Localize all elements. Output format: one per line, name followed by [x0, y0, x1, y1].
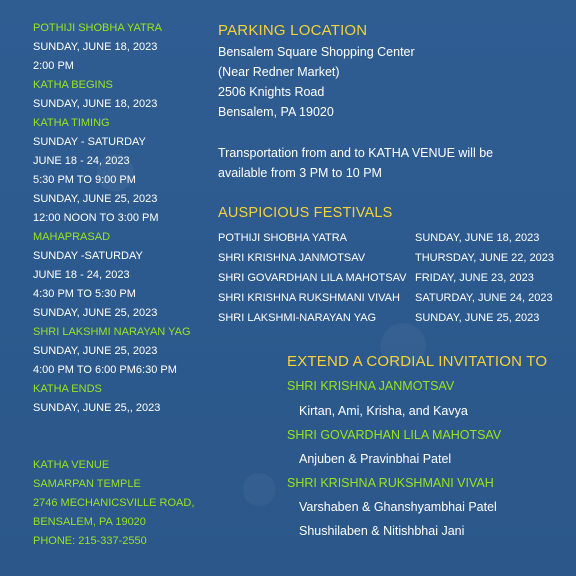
- parking-line-2: (Near Redner Market): [218, 65, 340, 79]
- yag-date: SUNDAY, JUNE 25, 2023: [33, 345, 158, 357]
- katha-begins-title: KATHA BEGINS: [33, 79, 113, 91]
- festival-date: SUNDAY, JUNE 18, 2023: [415, 232, 540, 244]
- yag-time: 4:00 PM TO 6:00 PM6:30 PM: [33, 364, 177, 376]
- katha-ends-title: KATHA ENDS: [33, 383, 102, 395]
- festival-name: SHRI KRISHNA RUKSHMANI VIVAH: [218, 292, 400, 304]
- mahaprasad-time: 4:30 PM TO 5:30 PM: [33, 288, 136, 300]
- govardhan-title: SHRI GOVARDHAN LILA MAHOTSAV: [287, 428, 502, 442]
- festival-name: SHRI GOVARDHAN LILA MAHOTSAV: [218, 272, 407, 284]
- janmotsav-names: Kirtan, Ami, Krisha, and Kavya: [299, 404, 468, 418]
- venue-phone: PHONE: 215-337-2550: [33, 535, 147, 547]
- mahaprasad-sunday: SUNDAY, JUNE 25, 2023: [33, 307, 158, 319]
- parking-line-1: Bensalem Square Shopping Center: [218, 45, 415, 59]
- katha-begins-date: SUNDAY, JUNE 18, 2023: [33, 98, 158, 110]
- vivah-title: SHRI KRISHNA RUKSHMANI VIVAH: [287, 476, 494, 490]
- yag-title: SHRI LAKSHMI NARAYAN YAG: [33, 326, 191, 338]
- festivals-title: AUSPICIOUS FESTIVALS: [218, 205, 393, 221]
- venue-street: 2746 MECHANICSVILLE ROAD,: [33, 497, 195, 509]
- transport-line-1: Transportation from and to KATHA VENUE will be: [218, 146, 494, 160]
- mahaprasad-dates: JUNE 18 - 24, 2023: [33, 269, 130, 281]
- pothiji-time: 2:00 PM: [33, 60, 74, 72]
- katha-ends-date: SUNDAY, JUNE 25,, 2023: [33, 402, 161, 414]
- festival-name: SHRI KRISHNA JANMOTSAV: [218, 252, 366, 264]
- vivah-names-2: Shushilaben & Nitishbhai Jani: [299, 524, 465, 538]
- parking-title: PARKING LOCATION: [218, 22, 368, 39]
- katha-timing-title: KATHA TIMING: [33, 117, 110, 129]
- festival-date: SUNDAY, JUNE 25, 2023: [415, 312, 540, 324]
- transport-line-2: available from 3 PM to 10 PM: [218, 166, 382, 180]
- mahaprasad-days: SUNDAY -SATURDAY: [33, 250, 143, 262]
- katha-sunday-time: 12:00 NOON TO 3:00 PM: [33, 212, 159, 224]
- vivah-names-1: Varshaben & Ghanshyambhai Patel: [299, 500, 497, 514]
- festival-name: POTHIJI SHOBHA YATRA: [218, 232, 347, 244]
- katha-timing-dates: JUNE 18 - 24, 2023: [33, 155, 130, 167]
- mahaprasad-title: MAHAPRASAD: [33, 231, 111, 243]
- venue-city: BENSALEM, PA 19020: [33, 516, 146, 528]
- govardhan-names: Anjuben & Pravinbhai Patel: [299, 452, 452, 466]
- festival-name: SHRI LAKSHMI-NARAYAN YAG: [218, 312, 377, 324]
- festival-date: FRIDAY, JUNE 23, 2023: [415, 272, 534, 284]
- janmotsav-title: SHRI KRISHNA JANMOTSAV: [287, 379, 455, 393]
- pothiji-date: SUNDAY, JUNE 18, 2023: [33, 41, 158, 53]
- katha-timing-time: 5:30 PM TO 9:00 PM: [33, 174, 136, 186]
- parking-line-4: Bensalem, PA 19020: [218, 105, 334, 119]
- parking-line-3: 2506 Knights Road: [218, 85, 325, 99]
- pothiji-title: POTHIJI SHOBHA YATRA: [33, 22, 162, 34]
- katha-timing-days: SUNDAY - SATURDAY: [33, 136, 146, 148]
- festival-date: THURSDAY, JUNE 22, 2023: [415, 252, 554, 264]
- venue-name: SAMARPAN TEMPLE: [33, 478, 141, 490]
- invitation-title: EXTEND A CORDIAL INVITATION TO: [287, 353, 548, 370]
- katha-sunday-date: SUNDAY, JUNE 25, 2023: [33, 193, 158, 205]
- festival-date: SATURDAY, JUNE 24, 2023: [415, 292, 553, 304]
- venue-title: KATHA VENUE: [33, 459, 110, 471]
